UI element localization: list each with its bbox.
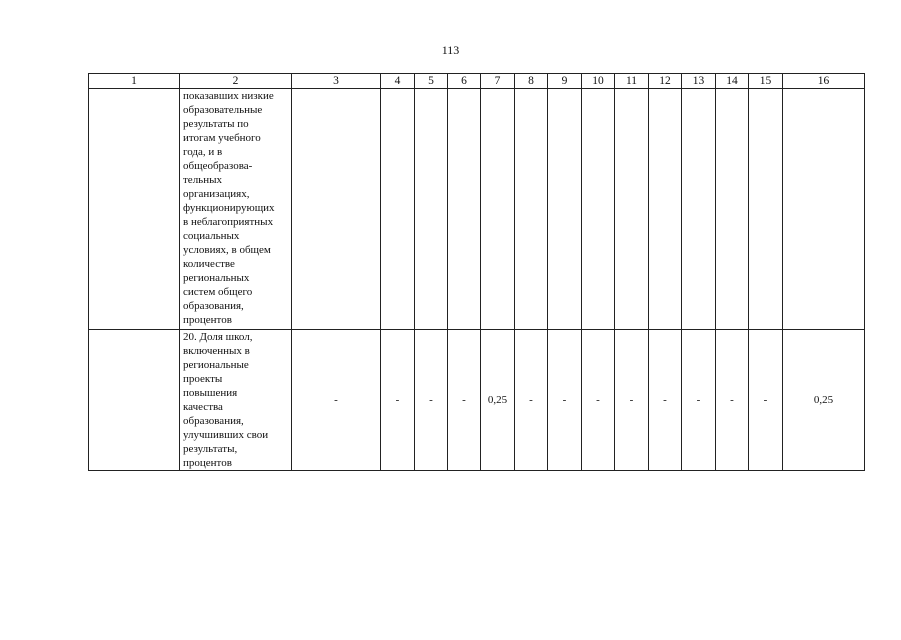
- table-row: [89, 330, 865, 471]
- value-cell: [615, 89, 649, 330]
- column-header: 10: [582, 74, 615, 89]
- column-header: 6: [448, 74, 481, 89]
- value-cell: -: [582, 330, 615, 471]
- value-cell: [548, 89, 582, 330]
- value-cell: 0,25: [783, 330, 865, 471]
- value-cell: -: [415, 330, 448, 471]
- value-cell: [682, 89, 716, 330]
- value-cell: -: [448, 330, 481, 471]
- column-header: 15: [749, 74, 783, 89]
- column-header: 7: [481, 74, 515, 89]
- column-header: 16: [783, 74, 865, 89]
- value-cell: [448, 89, 481, 330]
- column-header: 1: [89, 74, 180, 89]
- data-table: [88, 73, 865, 471]
- column-header: 2: [180, 74, 292, 89]
- value-cell: [415, 89, 448, 330]
- indicator-description: показавших низкие образовательные результаты по итогам учебного года, и в общеобразова- тельных организациях, функционирующих в неблагоприятных социальных условиях, в общем количестве региональных систем общего образования, процентов: [180, 89, 292, 330]
- value-cell: -: [515, 330, 548, 471]
- value-cell: -: [381, 330, 415, 471]
- value-cell: [582, 89, 615, 330]
- column-header: 14: [716, 74, 749, 89]
- value-cell: -: [615, 330, 649, 471]
- value-cell: [381, 89, 415, 330]
- value-cell: [716, 89, 749, 330]
- table-header-row: [89, 74, 865, 89]
- value-cell: [783, 89, 865, 330]
- row-number-cell: [89, 89, 180, 330]
- column-header: 4: [381, 74, 415, 89]
- value-cell: [749, 89, 783, 330]
- column-header: 12: [649, 74, 682, 89]
- value-cell: [481, 89, 515, 330]
- value-cell: -: [649, 330, 682, 471]
- value-cell: -: [749, 330, 783, 471]
- column-header: 5: [415, 74, 448, 89]
- column-header: 13: [682, 74, 716, 89]
- value-cell: -: [292, 330, 381, 471]
- indicator-description: 20. Доля школ, включенных в региональные проекты повышения качества образования, улучшивших свои результаты, процентов: [180, 330, 292, 471]
- value-cell: -: [682, 330, 716, 471]
- column-header: 11: [615, 74, 649, 89]
- value-cell: [515, 89, 548, 330]
- column-header: 8: [515, 74, 548, 89]
- value-cell: 0,25: [481, 330, 515, 471]
- value-cell: -: [716, 330, 749, 471]
- column-header: 9: [548, 74, 582, 89]
- value-cell: [292, 89, 381, 330]
- value-cell: -: [548, 330, 582, 471]
- column-header: 3: [292, 74, 381, 89]
- table-row: [89, 89, 865, 330]
- row-number-cell: [89, 330, 180, 471]
- value-cell: [649, 89, 682, 330]
- page-number: 113: [441, 43, 460, 57]
